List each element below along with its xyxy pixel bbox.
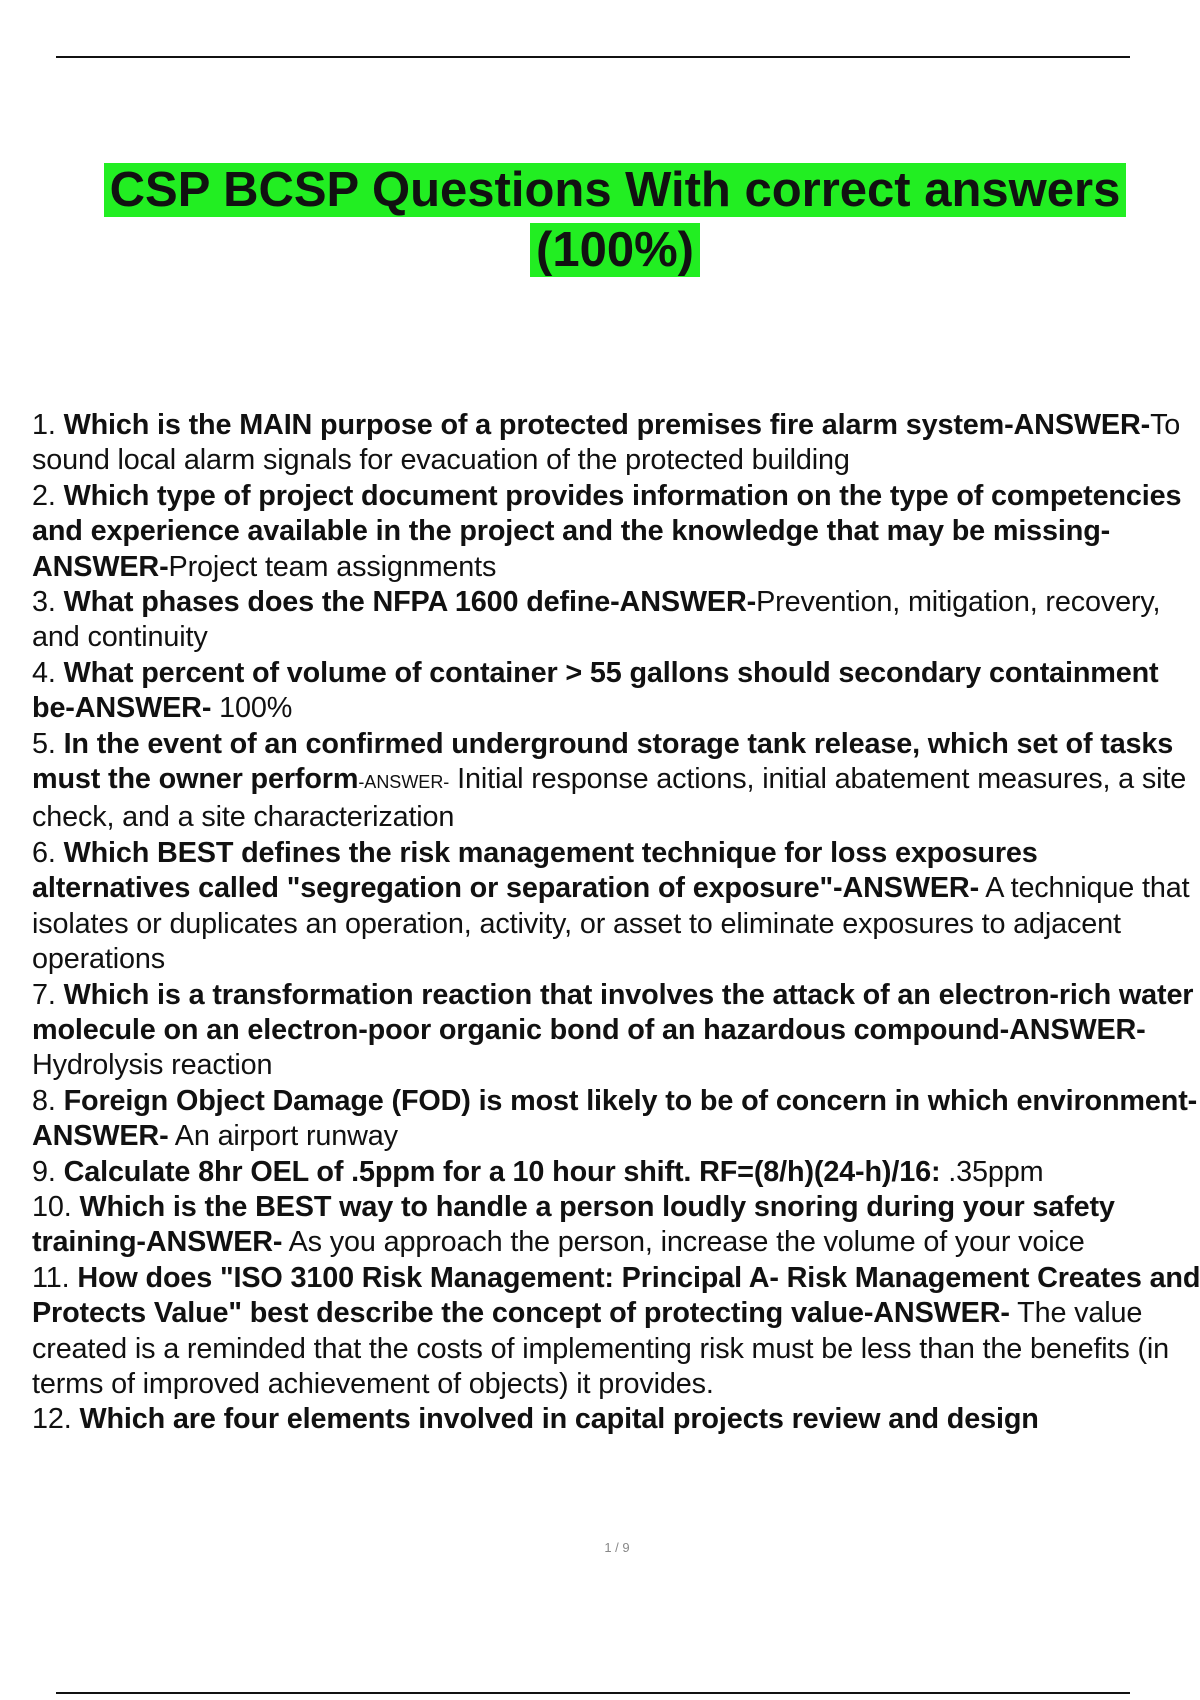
question-number: 10.	[32, 1190, 72, 1223]
list-item	[32, 978, 1200, 1084]
answer-marker: ANSWER-	[32, 1120, 169, 1153]
answer-text: Project team assignments	[168, 550, 497, 583]
answer-text: 100%	[211, 692, 293, 725]
question-number: 6.	[32, 836, 56, 869]
list-item	[32, 1261, 1200, 1403]
list-item	[32, 1190, 1200, 1261]
answer-marker: ANSWER-	[74, 692, 212, 725]
question-text: Calculate 8hr OEL of .5ppm for a 10 hour shift. RF=(8/h)(24-h)/16:	[63, 1155, 941, 1188]
question-text: Which are four elements involved in capital projects review and design	[79, 1403, 1039, 1436]
list-item	[32, 727, 1200, 836]
answer-marker: ANSWER-	[145, 1226, 283, 1259]
question-list	[32, 408, 1200, 1438]
title-line-2: (100%)	[530, 223, 700, 277]
list-item	[32, 1155, 1200, 1190]
answer-text: To sound local alarm signals for evacuation of the protected building	[32, 409, 1181, 477]
question-number: 5.	[32, 727, 56, 760]
question-text: In the event of an confirmed underground storage tank release, which set of tasks must the owner perform	[32, 727, 1174, 796]
answer-marker: ANSWER-	[842, 872, 980, 905]
answer-marker: -ANSWER-	[358, 772, 450, 793]
answer-text: Hydrolysis reaction	[32, 1049, 273, 1082]
answer-marker: ANSWER-	[32, 550, 169, 583]
question-number: 11.	[32, 1261, 70, 1294]
answer-text: A technique that isolates or duplicates an operation, activity, or asset to eliminate exposures to adjacent operations	[32, 872, 1190, 976]
list-item	[32, 479, 1200, 585]
page-indicator: 1 / 9	[604, 1540, 630, 1555]
answer-text: As you approach the person, increase the volume of your voice	[282, 1226, 1085, 1259]
answer-text: .35ppm	[940, 1155, 1044, 1188]
question-text: Which is a transformation reaction that involves the attack of an electron-rich water molecule on an electron-poor organic bond of an hazardous compound-	[32, 978, 1194, 1046]
page-title	[40, 160, 1190, 280]
question-text: How does "ISO 3100 Risk Management: Principal A- Risk Management Creates and Protects Value" best describe the concept of protecting value-	[32, 1261, 1200, 1330]
question-number: 3.	[32, 586, 56, 619]
question-text: Foreign Object Damage (FOD) is most likely to be of concern in which environment-	[63, 1084, 1198, 1117]
question-text: Which BEST defines the risk management technique for loss exposures alternatives called "segregation or separation of exposure"-	[32, 836, 1038, 905]
question-number: 12.	[32, 1403, 72, 1436]
answer-text: An airport runway	[168, 1120, 398, 1153]
answer-marker: ANSWER-	[1009, 1013, 1146, 1046]
question-number: 1.	[32, 409, 56, 441]
answer-marker: ANSWER-	[873, 1297, 1010, 1330]
question-text: Which is the MAIN purpose of a protected premises fire alarm system-	[63, 409, 1014, 441]
answer-text: The value created is a reminded that the costs of implementing risk must be less than the benefits (in terms of improved achievement of objects) it provides.	[32, 1297, 1170, 1400]
list-item	[32, 656, 1200, 727]
answer-marker: ANSWER-	[619, 586, 757, 619]
list-item	[32, 836, 1200, 978]
list-item	[32, 1084, 1200, 1155]
question-text: Which type of project document provides information on the type of competencies and experience available in the project and the knowledge that may be missing-	[32, 479, 1182, 548]
question-number: 8.	[32, 1084, 56, 1117]
question-number: 2.	[32, 479, 56, 512]
list-item	[32, 585, 1200, 656]
question-text: Which is the BEST way to handle a person loudly snoring during your safety training-	[32, 1190, 1115, 1259]
list-item	[32, 408, 1200, 479]
question-number: 4.	[32, 656, 56, 689]
bottom-rule	[56, 1692, 1130, 1694]
question-text: What phases does the NFPA 1600 define-	[63, 586, 620, 619]
list-item	[32, 1402, 1200, 1437]
title-line-1: CSP BCSP Questions With correct answers	[104, 163, 1127, 217]
answer-text: Prevention, mitigation, recovery, and continuity	[32, 586, 1161, 654]
answer-text: Initial response actions, initial abatement measures, a site check, and a site characterization	[32, 763, 1187, 834]
question-number: 9.	[32, 1155, 56, 1188]
question-number: 7.	[32, 978, 56, 1011]
top-rule	[56, 56, 1130, 58]
answer-marker: ANSWER-	[1013, 409, 1151, 441]
question-text: What percent of volume of container > 55 gallons should secondary containment be-	[32, 656, 1159, 725]
